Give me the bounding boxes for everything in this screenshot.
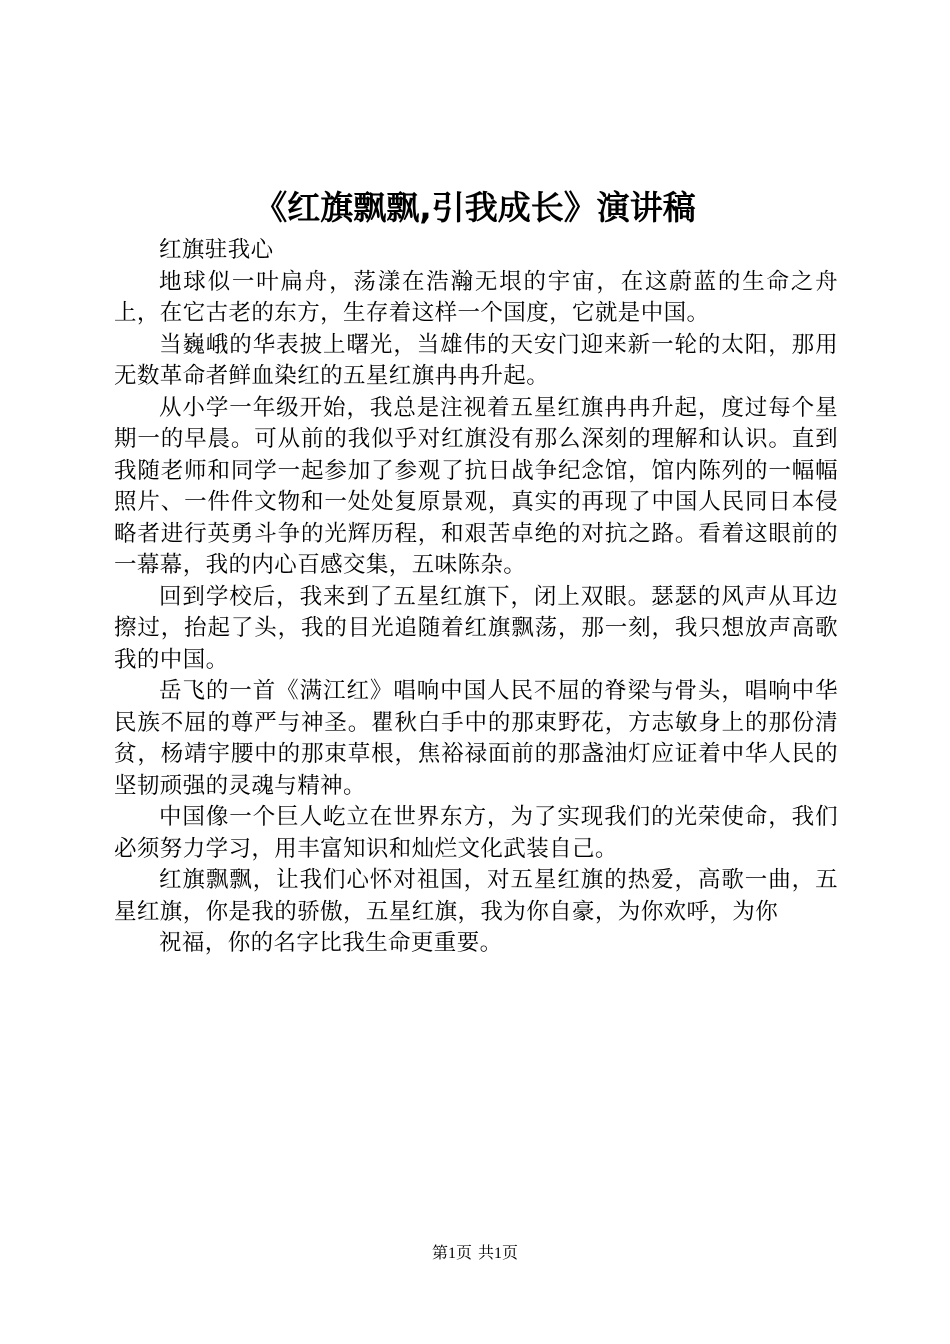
page-number: 第1页 [431, 1245, 472, 1262]
document-title: 《红旗飘飘,引我成长》演讲稿 [254, 188, 696, 227]
paragraph: 祝福，你的名字比我生命更重要。 [159, 930, 503, 956]
paragraph: 红旗飘飘，让我们心怀对祖国，对五星红旗的热爱，高歌一曲，五星红旗，你是我的骄傲，五星红旗，我为你自豪，为你欢呼，为你 [114, 867, 838, 925]
document-body [114, 235, 838, 960]
paragraph: 回到学校后，我来到了五星红旗下，闭上双眼。瑟瑟的风声从耳边擦过，抬起了头，我的目光追随着红旗飘荡，那一刻，我只想放声高歌我的中国。 [114, 583, 838, 673]
paragraph: 从小学一年级开始，我总是注视着五星红旗冉冉升起，度过每个星期一的早晨。可从前的我似乎对红旗没有那么深刻的理解和认识。直到我随老师和同学一起参加了参观了抗日战争纪念馆，馆内陈列的一幅幅照片、一件件文物和一处处复原景观，真实的再现了中国人民同日本侵略者进行英勇斗争的光辉历程，和艰苦卓绝的对抗之路。看着这眼前的一幕幕，我的内心百感交集，五味陈杂。 [114, 394, 838, 578]
paragraph: 当巍峨的华表披上曙光，当雄伟的天安门迎来新一轮的太阳，那用无数革命者鲜血染红的五星红旗冉冉升起。 [114, 331, 838, 389]
page-total: 共1页 [478, 1245, 519, 1262]
paragraph-subtitle: 红旗驻我心 [159, 237, 274, 263]
paragraph: 地球似一叶扁舟，荡漾在浩瀚无垠的宇宙，在这蔚蓝的生命之舟上，在它古老的东方，生存着这样一个国度，它就是中国。 [114, 268, 838, 326]
page-footer [0, 1243, 950, 1265]
paragraph: 岳飞的一首《满江红》唱响中国人民不屈的脊梁与骨头，唱响中华民族不屈的尊严与神圣。瞿秋白手中的那束野花，方志敏身上的那份清贫，杨靖宇腰中的那束草根，焦裕禄面前的那盏油灯应证着中华人民的坚韧顽强的灵魂与精神。 [114, 678, 838, 799]
paragraph: 中国像一个巨人屹立在世界东方，为了实现我们的光荣使命，我们必须努力学习，用丰富知识和灿烂文化武装自己。 [114, 804, 838, 862]
